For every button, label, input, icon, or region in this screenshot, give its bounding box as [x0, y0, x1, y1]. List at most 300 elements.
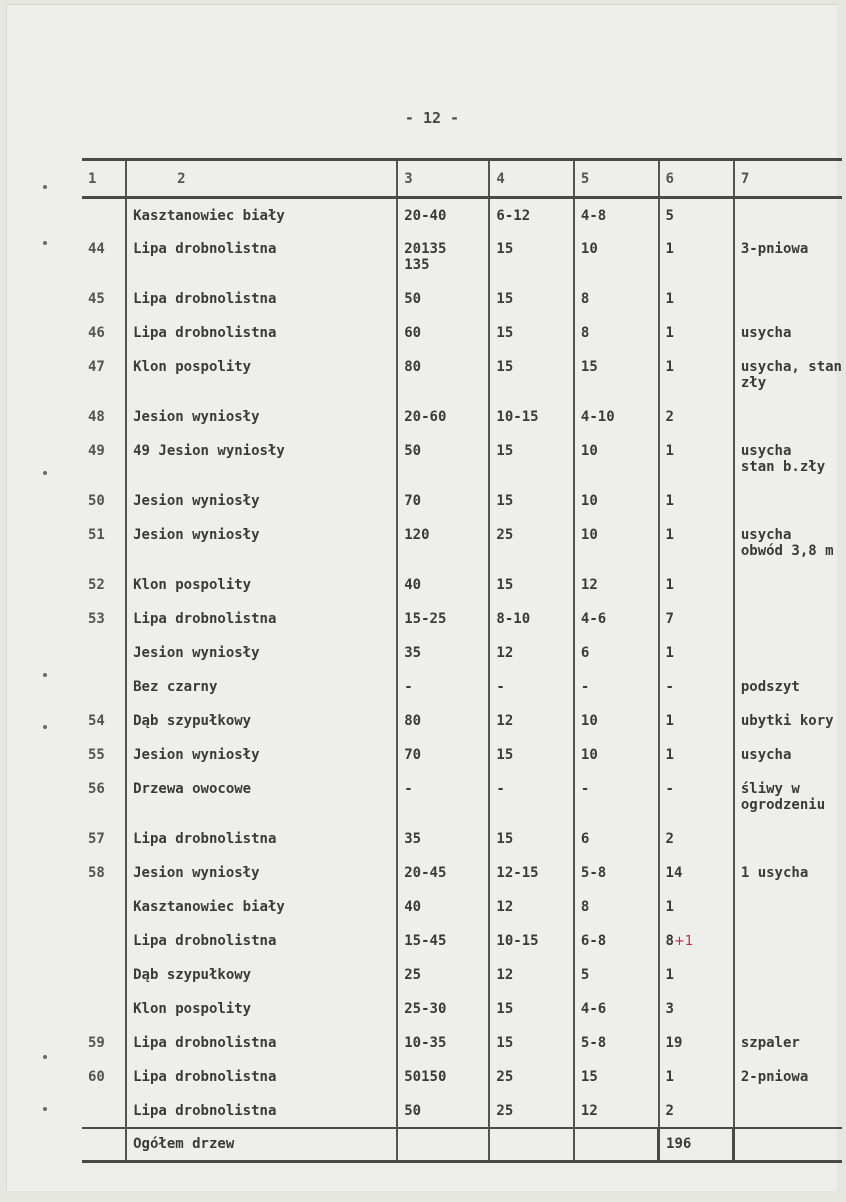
lp-cell	[82, 518, 126, 568]
crown-cell-text: 12	[580, 576, 598, 593]
table-row	[82, 924, 842, 958]
count-cell-text: 5	[665, 208, 674, 224]
crown-cell	[574, 772, 659, 822]
lp-cell	[82, 704, 126, 738]
species-cell-text: Lipa drobnolistna	[133, 1102, 277, 1119]
lp-cell-text: 56	[88, 780, 105, 797]
crown-cell-text: 4-6	[580, 1000, 607, 1017]
remarks-cell	[734, 434, 842, 484]
diameter-cell	[397, 484, 489, 518]
diameter-cell-text: 35	[404, 644, 422, 661]
height-cell	[489, 518, 574, 568]
diameter-cell	[397, 602, 489, 636]
height-cell-text: 15	[496, 492, 514, 509]
punch-mark	[43, 241, 47, 245]
remarks-cell	[734, 738, 842, 772]
count-cell-text: 19	[665, 1034, 683, 1051]
lp-cell	[82, 434, 126, 484]
count-cell-text: 2	[665, 1102, 674, 1119]
height-cell-text: 15	[496, 1034, 514, 1051]
species-cell	[126, 198, 397, 232]
species-cell	[126, 704, 397, 738]
species-cell-text: Jesion wyniosły	[133, 746, 260, 763]
punch-mark	[43, 1107, 47, 1111]
count-cell	[659, 890, 734, 924]
count-cell-text: 2	[665, 830, 674, 847]
lp-cell-text: 47	[88, 358, 105, 375]
species-cell	[126, 738, 397, 772]
table-row	[82, 890, 842, 924]
crown-cell	[574, 350, 659, 400]
crown-cell	[574, 198, 659, 232]
crown-cell-text: 10	[580, 746, 598, 763]
diameter-cell-text: 120	[404, 526, 430, 543]
lp-cell-text: 45	[88, 290, 105, 307]
table-row	[82, 992, 842, 1026]
count-cell	[659, 1026, 734, 1060]
header-col-2: 2	[126, 160, 397, 198]
species-cell	[126, 958, 397, 992]
table-body	[82, 198, 842, 1128]
remarks-cell	[734, 518, 842, 568]
species-cell-text: Kasztanowiec biały	[133, 898, 285, 915]
remarks-cell	[734, 400, 842, 434]
remarks-cell-text: ubytki kory	[740, 712, 834, 729]
lp-cell	[82, 772, 126, 822]
remarks-cell	[734, 670, 842, 704]
crown-cell-text: 10	[580, 526, 598, 543]
height-cell	[489, 670, 574, 704]
diameter-cell-text: 20-40	[404, 208, 447, 224]
diameter-cell	[397, 568, 489, 602]
lp-cell-text: 46	[88, 324, 105, 341]
table-row	[82, 958, 842, 992]
total-empty-cell	[489, 1128, 574, 1162]
crown-cell-text: 12	[580, 1102, 598, 1119]
height-cell-text: 25	[496, 1102, 514, 1119]
lp-cell-text: 59	[88, 1034, 105, 1051]
count-cell	[659, 1094, 734, 1128]
count-cell	[659, 1060, 734, 1094]
diameter-cell-text: 40	[404, 898, 422, 915]
remarks-cell	[734, 1060, 842, 1094]
total-value: 196	[659, 1128, 734, 1162]
total-empty-cell	[734, 1128, 842, 1162]
lp-cell	[82, 822, 126, 856]
punch-mark	[43, 725, 47, 729]
species-cell-text: Lipa drobnolistna	[133, 932, 277, 949]
table-row	[82, 518, 842, 568]
species-cell	[126, 434, 397, 484]
diameter-cell	[397, 924, 489, 958]
height-cell	[489, 958, 574, 992]
height-cell	[489, 1060, 574, 1094]
crown-cell	[574, 890, 659, 924]
table-row	[82, 1094, 842, 1128]
count-cell	[659, 232, 734, 282]
species-cell-text: Klon pospolity	[133, 576, 252, 593]
diameter-cell-text: -	[404, 780, 413, 797]
lp-cell	[82, 1026, 126, 1060]
document-page	[6, 4, 842, 1191]
height-cell-text: 12	[496, 898, 514, 915]
count-cell	[659, 738, 734, 772]
height-cell	[489, 1094, 574, 1128]
diameter-cell-text: 20-45	[404, 864, 447, 881]
lp-cell	[82, 670, 126, 704]
lp-cell	[82, 636, 126, 670]
table-row	[82, 772, 842, 822]
diameter-cell-text: 15-25	[404, 610, 447, 627]
lp-cell	[82, 602, 126, 636]
count-cell	[659, 704, 734, 738]
lp-cell	[82, 484, 126, 518]
species-cell-text: Lipa drobnolistna	[133, 610, 277, 627]
handwritten-annotation: +1	[673, 933, 694, 949]
count-cell-text: 1	[665, 898, 674, 915]
count-cell	[659, 822, 734, 856]
crown-cell-text: 5-8	[580, 864, 607, 881]
count-cell-text: 1	[665, 240, 674, 257]
crown-cell	[574, 1060, 659, 1094]
count-cell-text: 1	[665, 526, 674, 543]
punch-mark	[43, 673, 47, 677]
height-cell	[489, 992, 574, 1026]
remarks-cell	[734, 958, 842, 992]
diameter-cell	[397, 704, 489, 738]
remarks-cell-text: usycha	[740, 746, 792, 763]
crown-cell-text: 5	[580, 966, 590, 983]
height-cell-text: 15	[496, 358, 514, 375]
species-cell	[126, 1060, 397, 1094]
height-cell-text: -	[496, 780, 505, 797]
remarks-cell-text: 3-pniowa	[740, 240, 809, 257]
total-label: Ogółem drzew	[126, 1128, 397, 1162]
table-row	[82, 400, 842, 434]
crown-cell	[574, 856, 659, 890]
crown-cell	[574, 434, 659, 484]
count-cell-text: -	[665, 780, 674, 797]
species-cell	[126, 282, 397, 316]
lp-cell	[82, 568, 126, 602]
count-cell-text: 2	[665, 408, 674, 425]
height-cell-text: 15	[496, 746, 514, 763]
crown-cell	[574, 1094, 659, 1128]
species-cell-text: Klon pospolity	[133, 358, 252, 375]
remarks-cell	[734, 350, 842, 400]
height-cell	[489, 282, 574, 316]
diameter-cell-text: 50	[404, 442, 422, 459]
height-cell	[489, 198, 574, 232]
height-cell	[489, 568, 574, 602]
height-cell	[489, 738, 574, 772]
height-cell	[489, 602, 574, 636]
height-cell-text: 12-15	[496, 864, 539, 881]
lp-cell	[82, 992, 126, 1026]
species-cell	[126, 484, 397, 518]
height-cell-text: 15	[496, 1000, 514, 1017]
diameter-cell-text: 50	[404, 290, 422, 307]
height-cell	[489, 704, 574, 738]
crown-cell	[574, 738, 659, 772]
height-cell-text: 8-10	[496, 610, 531, 627]
remarks-cell-text: usycha obwód 3,8 m	[740, 526, 834, 559]
species-cell	[126, 670, 397, 704]
table-row	[82, 856, 842, 890]
crown-cell-text: 5-8	[580, 1034, 607, 1051]
table-row	[82, 670, 842, 704]
remarks-cell	[734, 484, 842, 518]
crown-cell-text: 10	[580, 712, 598, 729]
header-col-5: 5	[574, 160, 659, 198]
remarks-cell-text: śliwy w ogrodzeniu	[740, 780, 826, 813]
diameter-cell-text: 70	[404, 746, 422, 763]
count-cell	[659, 670, 734, 704]
lp-cell	[82, 350, 126, 400]
height-cell-text: 15	[496, 576, 514, 593]
crown-cell-text: 8	[580, 324, 590, 341]
height-cell-text: 6-12	[496, 208, 531, 224]
lp-cell	[82, 316, 126, 350]
count-cell	[659, 484, 734, 518]
table-row	[82, 198, 842, 232]
species-cell-text: Drzewa owocowe	[133, 780, 252, 797]
crown-cell	[574, 568, 659, 602]
diameter-cell	[397, 890, 489, 924]
diameter-cell	[397, 772, 489, 822]
crown-cell-text: 10	[580, 240, 598, 257]
crown-cell-text: 4-8	[580, 208, 607, 224]
table-row	[82, 704, 842, 738]
lp-cell	[82, 738, 126, 772]
height-cell-text: 25	[496, 1068, 514, 1085]
table-row	[82, 602, 842, 636]
lp-cell	[82, 924, 126, 958]
crown-cell-text: -	[580, 780, 590, 797]
species-cell	[126, 518, 397, 568]
count-cell-text: 1	[665, 358, 674, 375]
count-cell	[659, 316, 734, 350]
diameter-cell	[397, 282, 489, 316]
header-col-1: 1	[82, 160, 126, 198]
lp-cell-text: 51	[88, 526, 105, 543]
species-cell-text: Bez czarny	[133, 678, 218, 695]
crown-cell	[574, 518, 659, 568]
diameter-cell-text: 25	[404, 966, 422, 983]
diameter-cell	[397, 232, 489, 282]
species-cell-text: Lipa drobnolistna	[133, 830, 277, 847]
diameter-cell-text: 20135 135	[404, 240, 447, 273]
crown-cell	[574, 704, 659, 738]
remarks-cell	[734, 992, 842, 1026]
species-cell-text: Lipa drobnolistna	[133, 1068, 277, 1085]
diameter-cell-text: 70	[404, 492, 422, 509]
crown-cell-text: 6	[580, 830, 590, 847]
species-cell-text: Lipa drobnolistna	[133, 324, 277, 341]
table-row	[82, 282, 842, 316]
crown-cell-text: 4-10	[580, 408, 615, 425]
diameter-cell-text: 80	[404, 712, 422, 729]
species-cell-text: Lipa drobnolistna	[133, 290, 277, 307]
lp-cell-text: 50	[88, 492, 105, 509]
species-cell	[126, 350, 397, 400]
species-cell-text: Jesion wyniosły	[133, 864, 260, 881]
lp-cell-text: 53	[88, 610, 105, 627]
height-cell-text: 15	[496, 830, 514, 847]
count-cell-text: 1	[665, 324, 674, 341]
lp-cell	[82, 958, 126, 992]
remarks-cell	[734, 232, 842, 282]
remarks-cell	[734, 822, 842, 856]
diameter-cell-text: -	[404, 678, 413, 695]
total-row	[82, 1128, 842, 1162]
remarks-cell	[734, 890, 842, 924]
height-cell-text: 25	[496, 526, 514, 543]
species-cell	[126, 400, 397, 434]
count-cell-text: 1	[665, 966, 674, 983]
count-cell	[659, 198, 734, 232]
lp-cell-text: 60	[88, 1068, 105, 1085]
diameter-cell	[397, 198, 489, 232]
diameter-cell-text: 50	[404, 1102, 422, 1119]
diameter-cell-text: 50150	[404, 1068, 447, 1085]
species-cell-text: Kasztanowiec biały	[133, 208, 285, 224]
count-cell-text: 1	[665, 746, 674, 763]
species-cell	[126, 316, 397, 350]
species-cell	[126, 636, 397, 670]
count-cell-text: 3	[665, 1000, 674, 1017]
count-cell	[659, 434, 734, 484]
lp-cell-text: 57	[88, 830, 105, 847]
crown-cell-text: 6	[580, 644, 590, 661]
count-cell	[659, 568, 734, 602]
remarks-cell	[734, 704, 842, 738]
species-cell	[126, 890, 397, 924]
lp-cell-text: 49	[88, 442, 105, 459]
remarks-cell	[734, 1094, 842, 1128]
crown-cell-text: 10	[580, 442, 598, 459]
table-row	[82, 316, 842, 350]
lp-cell	[82, 232, 126, 282]
diameter-cell	[397, 958, 489, 992]
count-cell	[659, 924, 734, 958]
table-row	[82, 568, 842, 602]
diameter-cell	[397, 992, 489, 1026]
lp-cell-text: 58	[88, 864, 105, 881]
tree-inventory-table	[82, 158, 842, 1163]
crown-cell	[574, 316, 659, 350]
species-cell	[126, 924, 397, 958]
crown-cell	[574, 1026, 659, 1060]
header-col-6: 6	[659, 160, 734, 198]
species-cell	[126, 992, 397, 1026]
lp-cell	[82, 282, 126, 316]
table-row	[82, 738, 842, 772]
crown-cell	[574, 924, 659, 958]
crown-cell-text: 8	[580, 898, 590, 915]
crown-cell-text: 8	[580, 290, 590, 307]
species-cell-text: 49 Jesion wyniosły	[133, 442, 285, 459]
lp-cell-text: 44	[88, 240, 105, 257]
lp-cell	[82, 856, 126, 890]
count-cell	[659, 958, 734, 992]
species-cell-text: Jesion wyniosły	[133, 644, 260, 661]
count-cell-text: 14	[665, 864, 683, 881]
remarks-cell-text: usycha stan b.zły	[740, 442, 826, 475]
diameter-cell-text: 25-30	[404, 1000, 447, 1017]
lp-cell-text: 54	[88, 712, 105, 729]
remarks-cell	[734, 602, 842, 636]
height-cell	[489, 772, 574, 822]
crown-cell	[574, 484, 659, 518]
height-cell	[489, 890, 574, 924]
height-cell	[489, 232, 574, 282]
table-row	[82, 484, 842, 518]
count-cell-text: 1	[665, 1068, 674, 1085]
remarks-cell-text: szpaler	[740, 1034, 800, 1051]
count-cell-text: 1	[665, 712, 674, 729]
diameter-cell	[397, 434, 489, 484]
height-cell-text: 10-15	[496, 408, 539, 425]
count-cell-text: 1	[665, 644, 674, 661]
species-cell	[126, 1026, 397, 1060]
lp-cell	[82, 400, 126, 434]
diameter-cell	[397, 1060, 489, 1094]
count-cell-text: 1	[665, 492, 674, 509]
height-cell	[489, 822, 574, 856]
diameter-cell	[397, 822, 489, 856]
height-cell-text: 12	[496, 966, 514, 983]
total-empty-cell	[574, 1128, 659, 1162]
header-col-4: 4	[489, 160, 574, 198]
count-cell	[659, 282, 734, 316]
diameter-cell-text: 20-60	[404, 408, 447, 425]
height-cell-text: 15	[496, 290, 514, 307]
diameter-cell	[397, 1026, 489, 1060]
species-cell	[126, 602, 397, 636]
crown-cell	[574, 992, 659, 1026]
crown-cell-text: 6-8	[580, 932, 607, 949]
height-cell-text: 12	[496, 712, 514, 729]
crown-cell	[574, 602, 659, 636]
count-cell	[659, 772, 734, 822]
total-lp-cell	[82, 1128, 126, 1162]
remarks-cell	[734, 198, 842, 232]
height-cell	[489, 434, 574, 484]
diameter-cell-text: 40	[404, 576, 422, 593]
table-row	[82, 822, 842, 856]
lp-cell	[82, 1060, 126, 1094]
header-col-7: 7	[734, 160, 842, 198]
count-cell	[659, 350, 734, 400]
diameter-cell	[397, 1094, 489, 1128]
height-cell	[489, 1026, 574, 1060]
diameter-cell	[397, 856, 489, 890]
diameter-cell-text: 15-45	[404, 932, 447, 949]
remarks-cell	[734, 316, 842, 350]
count-cell	[659, 856, 734, 890]
species-cell	[126, 822, 397, 856]
crown-cell-text: 4-6	[580, 610, 607, 627]
crown-cell	[574, 282, 659, 316]
height-cell-text: 15	[496, 442, 514, 459]
table-row	[82, 1060, 842, 1094]
table-row	[82, 636, 842, 670]
crown-cell-text: 10	[580, 492, 598, 509]
height-cell	[489, 316, 574, 350]
remarks-cell	[734, 282, 842, 316]
punch-mark	[43, 1055, 47, 1059]
